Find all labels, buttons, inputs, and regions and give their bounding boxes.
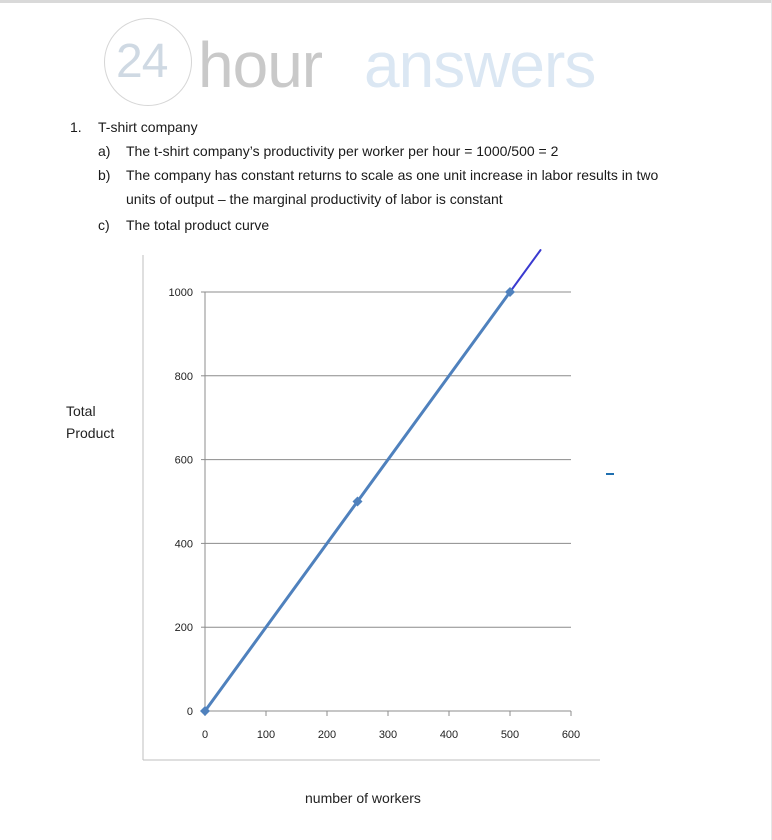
y-tick-label-800: 800 [174,370,193,383]
item-a-text: The t-shirt company’s productivity per worker per hour = 1000/500 = 2 [126,143,559,159]
y-tick-label-400: 400 [174,538,193,551]
x-axis-title: number of workers [305,790,421,806]
x-tick-label-400: 400 [439,729,459,741]
question-title: T-shirt company [98,119,198,135]
series-layer [200,250,541,716]
x-tick-label-600: 600 [561,729,581,741]
y-tick-label-0: 0 [186,706,193,718]
x-tick-label-500: 500 [500,729,520,741]
axis-layer [201,292,571,716]
grid-layer [205,292,571,711]
logo-number: 24 [116,35,168,88]
y-tick-label-1000: 1000 [168,287,193,299]
x-tick-label-0: 0 [201,729,209,741]
series-extension-stroke [510,250,541,292]
y-tick-label-200: 200 [174,622,193,635]
item-b-marker: b) [98,167,111,183]
x-tick-label-100: 100 [256,729,276,741]
stray-dash-mark [606,473,614,475]
item-c-text: The total product curve [126,217,270,233]
x-tick-label-200: 200 [317,729,337,741]
item-b-text-line2: units of output – the marginal productivity of labor is constant [126,191,503,207]
logo-word-hour: hour [198,29,323,101]
x-tick-label-300: 300 [378,729,398,741]
question-number: 1. [70,119,82,135]
y-axis-title-line1: Total [66,403,96,419]
tick-label-layer [169,287,581,741]
item-c-marker: c) [98,217,110,233]
item-b-text-line1: The company has constant returns to scale as one unit increase in labor results in two [126,167,659,183]
y-tick-label-600: 600 [174,454,193,467]
item-a-marker: a) [98,143,111,159]
logo-word-answers: answers [364,29,596,101]
y-axis-title-line2: Product [66,425,115,441]
